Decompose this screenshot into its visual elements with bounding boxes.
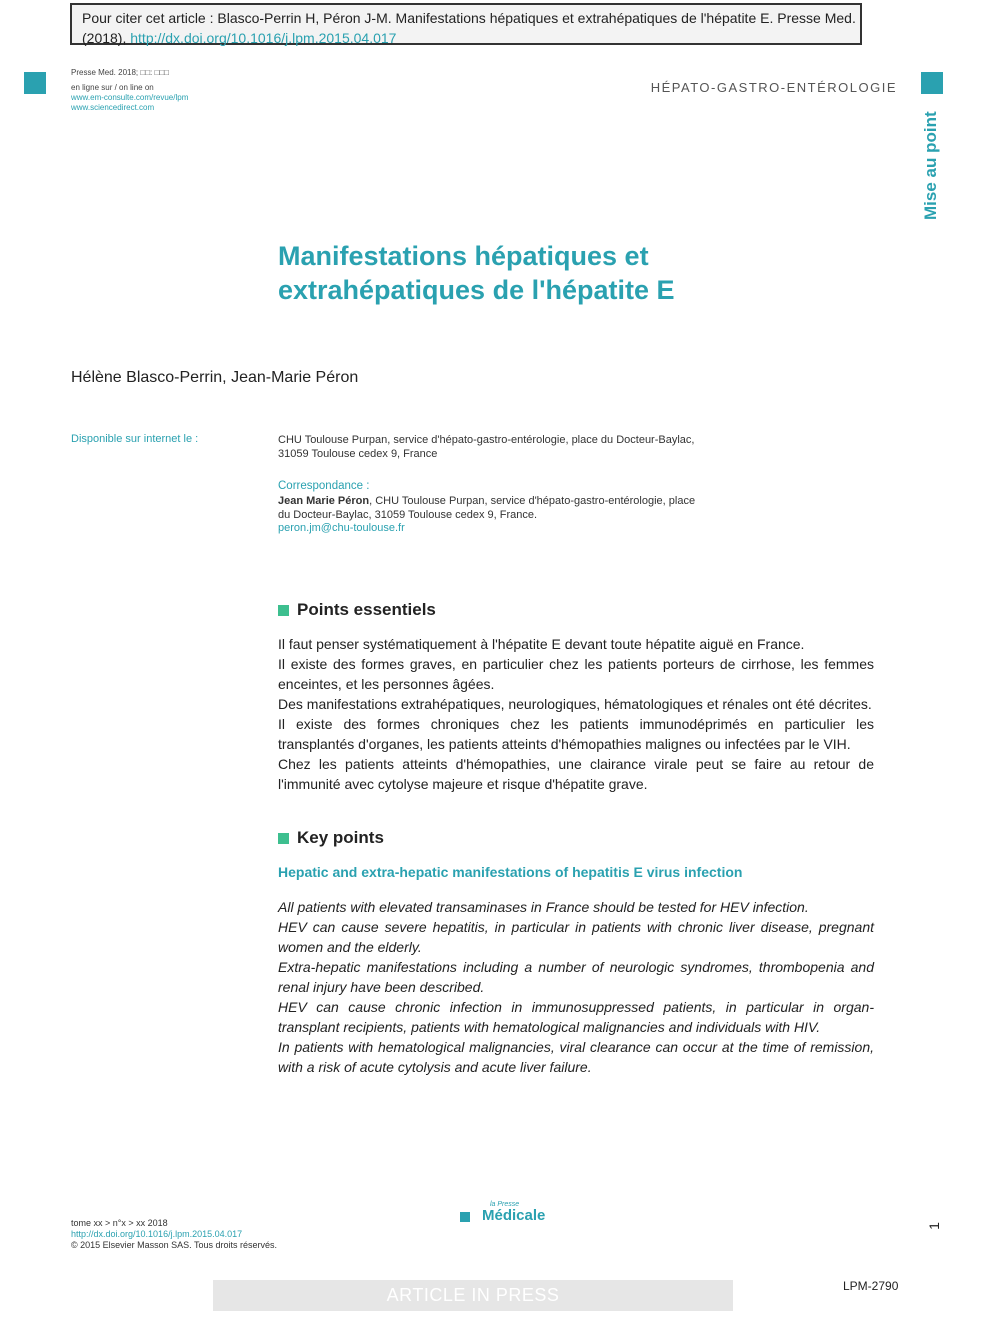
- logo-square-icon: [460, 1212, 470, 1222]
- footer-issue: tome xx > n°x > xx 2018: [71, 1218, 168, 1228]
- title-line-2: extrahépatiques de l'hépatite E: [278, 275, 675, 305]
- logo-big-text: Médicale: [482, 1207, 546, 1224]
- logo-small-text: la Presse: [490, 1201, 520, 1208]
- key-points-subtitle: Hepatic and extra-hepatic manifestations of hepatitis E virus infection: [278, 864, 743, 880]
- list-item: Chez les patients atteints d'hémopathies, une clairance virale peut se faire au retour de l'immunité avec cytolyse majeure et risque d'hépatite grave.: [278, 756, 874, 792]
- points-essentiels-heading: [278, 600, 436, 620]
- list-item: HEV can cause severe hepatitis, in particular in patients with chronic liver disease, pregnant women and the elderly.: [278, 919, 874, 955]
- citation-box: [70, 3, 862, 45]
- key-heading-text: Key points: [297, 828, 384, 847]
- article-title: [278, 239, 838, 307]
- correspondence-address: , CHU Toulouse Purpan, service d'hépato-gastro-entérologie, place du Docteur-Baylac, 31059 Toulouse cedex 9, France.: [278, 495, 696, 521]
- correspondence-text: [278, 494, 708, 522]
- list-item: Il existe des formes graves, en particulier chez les patients porteurs de cirrhose, les femmes enceintes, et les personnes âgées.: [278, 656, 874, 692]
- online-line: en ligne sur / on line on: [71, 83, 154, 92]
- vertical-tag: Mise au point: [921, 111, 940, 220]
- affiliation: CHU Toulouse Purpan, service d'hépato-gastro-entérologie, place du Docteur-Baylac, 31059 Toulouse cedex 9, France: [278, 434, 695, 460]
- correspondence-email-link[interactable]: peron.jm@chu-toulouse.fr: [278, 522, 405, 534]
- footer-copyright: © 2015 Elsevier Masson SAS. Tous droits réservés.: [71, 1240, 278, 1250]
- list-item: Des manifestations extrahépatiques, neurologiques, hématologiques et rénales ont été décrites.: [278, 696, 872, 712]
- square-bullet-icon: [278, 833, 289, 844]
- teal-square-right: [921, 72, 943, 94]
- teal-square-left: [24, 72, 46, 94]
- title-line-1: Manifestations hépatiques et: [278, 241, 649, 271]
- footer-doi-link[interactable]: http://dx.doi.org/10.1016/j.lpm.2015.04.017: [71, 1229, 243, 1239]
- correspondence-name: Jean Marie Péron: [278, 495, 370, 507]
- list-item: In patients with hematological malignancies, viral clearance can occur at the time of remission, with a risk of acute cytolysis and acute liver failure.: [278, 1039, 874, 1075]
- citation-text: Pour citer cet article : Blasco-Perrin H, Péron J-M. Manifestations hépatiques et extrahépatiques de l'hépatite E. Presse Med.: [82, 10, 856, 26]
- journal-logo: [460, 1201, 546, 1225]
- em-consulte-link[interactable]: www.em-consulte.com/revue/lpm: [71, 93, 189, 102]
- key-points-heading: [278, 828, 384, 848]
- points-list: [278, 634, 874, 794]
- footer-info: [71, 1218, 277, 1251]
- list-item: Il existe des formes chroniques chez les patients immunodéprimés en particulier les transplantés d'organes, les patients atteints d'hémopathies malignes ou infectées par le VIH.: [278, 716, 874, 752]
- section-label: HÉPATO-GASTRO-ENTÉROLOGIE: [650, 80, 897, 95]
- list-item: All patients with elevated transaminases in France should be tested for HEV infection.: [278, 899, 809, 915]
- points-heading-text: Points essentiels: [297, 600, 436, 619]
- square-bullet-icon: [278, 605, 289, 616]
- list-item: HEV can cause chronic infection in immunosuppressed patients, in particular in organ-transplant recipients, patients with hematological malignancies and individuals with HIV.: [278, 999, 874, 1035]
- journal-line: Presse Med. 2018; □□: □□□: [71, 68, 169, 77]
- citation-doi-link[interactable]: http://dx.doi.org/10.1016/j.lpm.2015.04.017: [130, 30, 397, 46]
- list-item: Extra-hepatic manifestations including a number of neurologic syndromes, thrombopenia and renal injury have been described.: [278, 959, 874, 995]
- page-number: 1: [925, 1222, 942, 1230]
- list-item: Il faut penser systématiquement à l'hépatite E devant toute hépatite aiguë en France.: [278, 636, 805, 652]
- article-in-press-banner: ARTICLE IN PRESS: [213, 1280, 733, 1311]
- sciencedirect-link[interactable]: www.sciencedirect.com: [71, 103, 155, 112]
- authors: Hélène Blasco-Perrin, Jean-Marie Péron: [71, 369, 359, 386]
- citation-year: (2018),: [82, 30, 127, 46]
- correspondence-label: Correspondance :: [278, 480, 370, 492]
- journal-meta: [71, 68, 188, 113]
- article-code: LPM-2790: [843, 1279, 899, 1293]
- key-points-list: [278, 897, 874, 1077]
- online-available-label: Disponible sur internet le :: [71, 433, 199, 445]
